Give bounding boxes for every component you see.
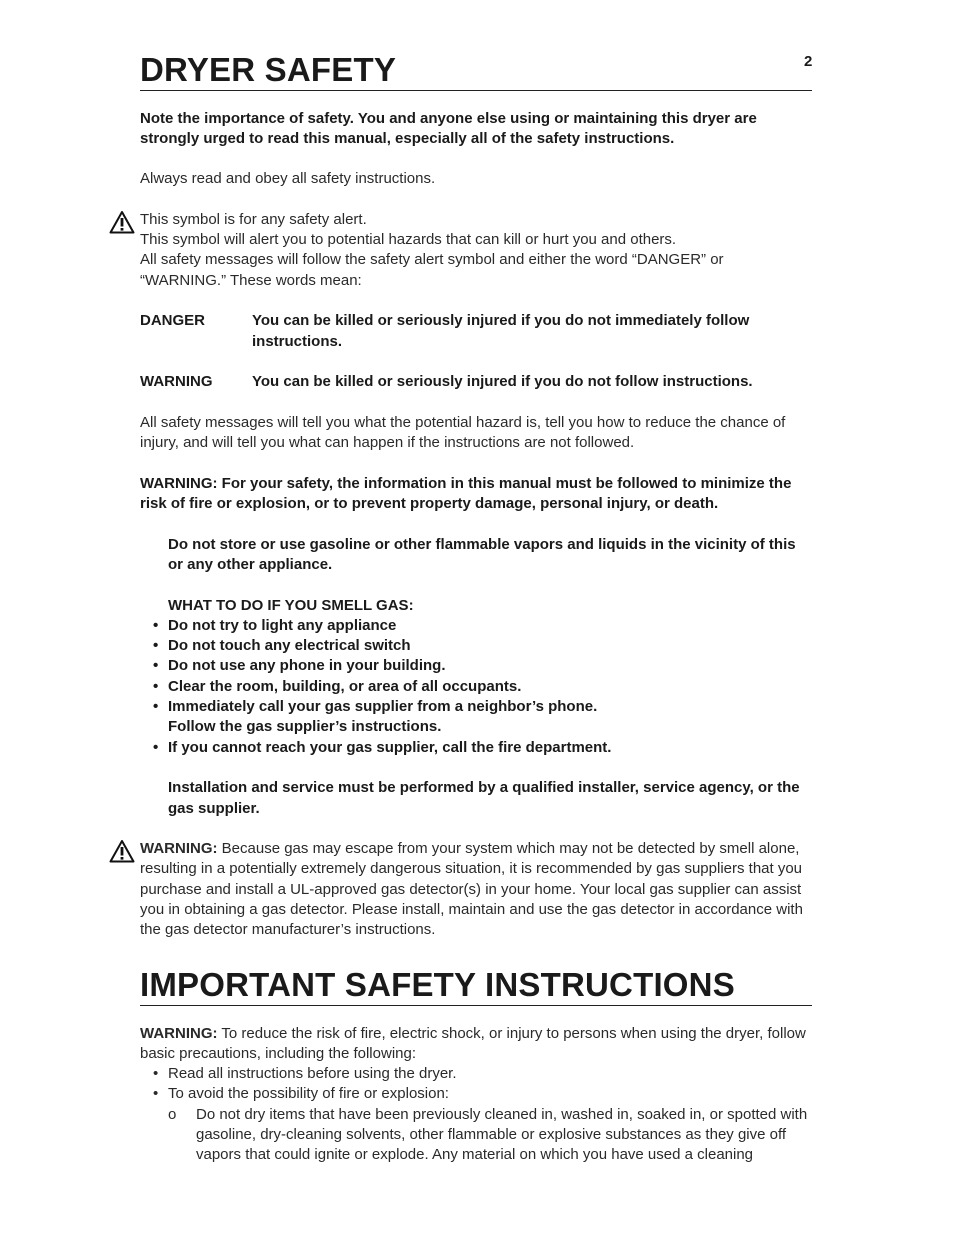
definition-term: WARNING (140, 373, 213, 391)
list-item: • Do not touch any electrical switch (153, 637, 411, 655)
gas-detector-warning (140, 839, 812, 940)
safety-intro: Note the importance of safety. You and anyone else using or maintaining this dryer are strongly urged to read this manual, especially all of the safety instructions. (140, 110, 757, 147)
alert-line: This symbol is for any safety alert. (140, 210, 367, 228)
page-content (140, 50, 812, 1166)
definition-text: You can be killed or seriously injured if you do not follow instructions. (252, 373, 753, 391)
smell-gas-list (140, 616, 812, 758)
definition-text: You can be killed or seriously injured if you do not immediately follow instructions. (252, 312, 750, 350)
list-item: • Do not use any phone in your building. (153, 657, 446, 675)
section-title-dryer-safety: DRYER SAFETY (140, 50, 812, 91)
list-item: • If you cannot reach your gas supplier, call the fire department. (153, 738, 612, 756)
warning-label: WARNING: (140, 840, 218, 858)
fire-explosion-sublist (140, 1105, 812, 1166)
do-not-store-text: Do not store or use gasoline or other flammable vapors and liquids in the vicinity of this or any other appliance. (168, 535, 796, 573)
list-item: • Read all instructions before using the dryer. (153, 1065, 457, 1083)
gas-warning-text: Because gas may escape from your system which may not be detected by smell alone, resulting in a potentially extremely dangerous situation, it is recommended by gas suppliers that you purchase and install a UL-approved gas detector(s) in your home. Your local gas supplier can assist you in obtaining a gas detector. Please install, maintain and use the gas detector in accordance with the gas detector manufacturer’s instructions. (140, 840, 803, 939)
list-item: • To avoid the possibility of fire or explosion: (153, 1085, 449, 1103)
definition-warning (140, 372, 812, 392)
fire-warning-text: WARNING: For your safety, the information in this manual must be followed to minimize the risk of fire or explosion, or to prevent property damage, personal injury, or death. (140, 474, 792, 513)
important-warning-text: To reduce the risk of fire, electric shock, or injury to persons when using the dryer, follow basic precautions, including the following: (140, 1024, 806, 1062)
precautions-list (140, 1064, 812, 1105)
alert-line: All safety messages will follow the safety alert symbol and either the word “DANGER” or “WARNING.” These words mean: (140, 251, 724, 289)
list-item-continuation: Follow the gas supplier’s instructions. (168, 718, 442, 736)
smell-gas-heading: WHAT TO DO IF YOU SMELL GAS: (168, 596, 414, 614)
alert-line: This symbol will alert you to potential hazards that can kill or hurt you and others. (140, 231, 677, 249)
warning-triangle-icon (109, 210, 135, 234)
warning-triangle-icon (109, 839, 135, 863)
definition-danger (140, 311, 812, 352)
sub-list-item: o Do not dry items that have been previously cleaned in, washed in, soaked in, or spotted with gasoline, dry-cleaning solvents, other flammable or explosive substances as they give off vapors that could ignite or explode. Any material on which you have used a cleaning (168, 1105, 808, 1164)
list-item: • Do not try to light any appliance (153, 616, 397, 634)
all-messages-text: All safety messages will tell you what the potential hazard is, tell you how to reduce the chance of injury, and will tell you what can happen if the instructions are not followed. (140, 413, 786, 452)
always-read-text: Always read and obey all safety instructions. (140, 170, 436, 188)
warning-label: WARNING: (140, 1024, 218, 1042)
list-item: • Immediately call your gas supplier from a neighbor’s phone. (153, 698, 598, 716)
page-number: 2 (804, 53, 813, 70)
definition-term: DANGER (140, 312, 206, 330)
installation-text: Installation and service must be performed by a qualified installer, service agency, or the gas supplier. (168, 779, 800, 817)
list-item: • Clear the room, building, or area of all occupants. (153, 677, 522, 695)
safety-alert-block (140, 210, 812, 291)
section-title-important-safety: IMPORTANT SAFETY INSTRUCTIONS (140, 965, 812, 1006)
